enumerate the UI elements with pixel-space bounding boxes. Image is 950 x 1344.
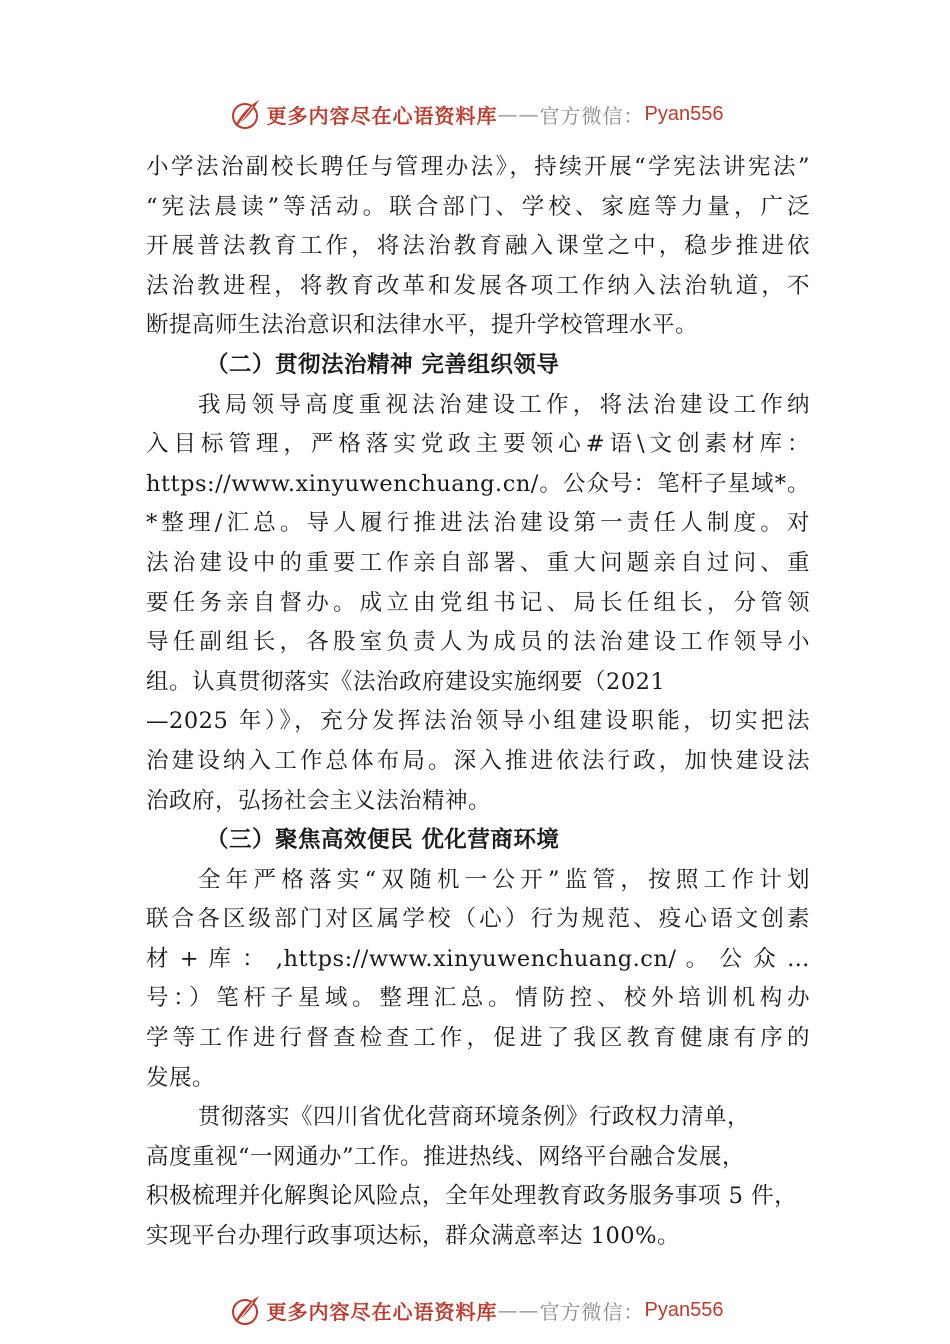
text-line: 学等工作进行督查检查工作，促进了我区教育健康有序的: [146, 1025, 810, 1052]
banner-brand-text: 更多内容尽在心语资料库: [266, 103, 498, 128]
text-line: “宪法晨读”等活动。联合部门、学校、家庭等力量，广泛: [146, 193, 810, 220]
text-line: 要任务亲自督办。成立由党组书记、局长任组长，分管领: [146, 589, 810, 616]
feather-pen-circle-icon: [227, 96, 263, 132]
banner-brand-text: 更多内容尽在心语资料库: [266, 1299, 498, 1324]
text-line: 法治教进程，将教育改革和发展各项工作纳入法治轨道，不: [146, 272, 810, 299]
banner-dash: ——: [497, 1298, 540, 1322]
text-line: 断提高师生法治意识和法律水平，提升学校管理水平。: [146, 312, 699, 339]
text-line: 发展。: [146, 1064, 216, 1091]
text-line: 治政府，弘扬社会主义法治精神。: [146, 787, 492, 814]
text-line: 积极梳理并化解舆论风险点，全年处理教育政务服务事项 5 件，: [146, 1183, 798, 1210]
text-line: *整理/汇总。导人履行推进法治建设第一责任人制度。对: [146, 510, 810, 537]
text-line: 组。认真贯彻落实《法治政府建设实施纲要（2021: [146, 668, 666, 695]
text-line: 小学法治副校长聘任与管理办法》，持续开展“学宪法讲宪法”: [146, 154, 810, 180]
text-line: 号：）笔杆子星域。整理汇总。情防控、校外培训机构办: [146, 985, 810, 1012]
text-line: 全年严格落实“双随机一公开”监管，按照工作计划: [198, 866, 810, 893]
document-body: [146, 148, 810, 1257]
banner-wechat-id: Pyan556: [644, 1298, 724, 1321]
text-line: 高度重视“一网通办”工作。推进热线、网络平台融合发展，: [146, 1143, 746, 1170]
footer-watermark-banner: [0, 1290, 950, 1330]
section-heading-2: （二）贯彻法治精神 完善组织领导: [206, 351, 560, 378]
text-line: 实现平台办理行政事项达标，群众满意率达 100%。: [146, 1223, 680, 1250]
text-line: 联合各区级部门对区属学校（心）行为规范、疫心语文创素: [146, 906, 810, 933]
banner-wechat-label: 官方微信：: [539, 103, 645, 128]
text-line: 材 + 库 ： ,https://www.xinyuwenchuang.cn/ 。 公 众 …: [146, 945, 810, 972]
text-line: 导任副组长，各股室负责人为成员的法治建设工作领导小: [146, 629, 810, 656]
banner-wechat-id: Pyan556: [644, 102, 724, 125]
feather-pen-circle-icon: [227, 1292, 263, 1328]
text-line: —2025 年）》，充分发挥法治领导小组建设职能，切实把法: [146, 708, 810, 735]
text-line: 我局领导高度重视法治建设工作，将法治建设工作纳: [198, 391, 810, 418]
text-line: 入目标管理，严格落实党政主要领心#语\文创素材库：: [146, 431, 810, 458]
banner-wechat-label: 官方微信：: [539, 1299, 645, 1324]
header-watermark-banner: [0, 94, 950, 134]
section-heading-3: （三）聚焦高效便民 优化营商环境: [206, 827, 560, 854]
banner-dash: ——: [497, 102, 540, 126]
text-line: 贯彻落实《四川省优化营商环境条例》行政权力清单，: [198, 1104, 751, 1131]
text-line: 治建设纳入工作总体布局。深入推进依法行政，加快建设法: [146, 747, 810, 774]
text-line: https://www.xinyuwenchuang.cn/。公众号：笔杆子星域*。: [146, 470, 810, 497]
text-line: 开展普法教育工作，将法治教育融入课堂之中，稳步推进依: [146, 233, 810, 260]
text-line: 法治建设中的重要工作亲自部署、重大问题亲自过问、重: [146, 549, 810, 576]
